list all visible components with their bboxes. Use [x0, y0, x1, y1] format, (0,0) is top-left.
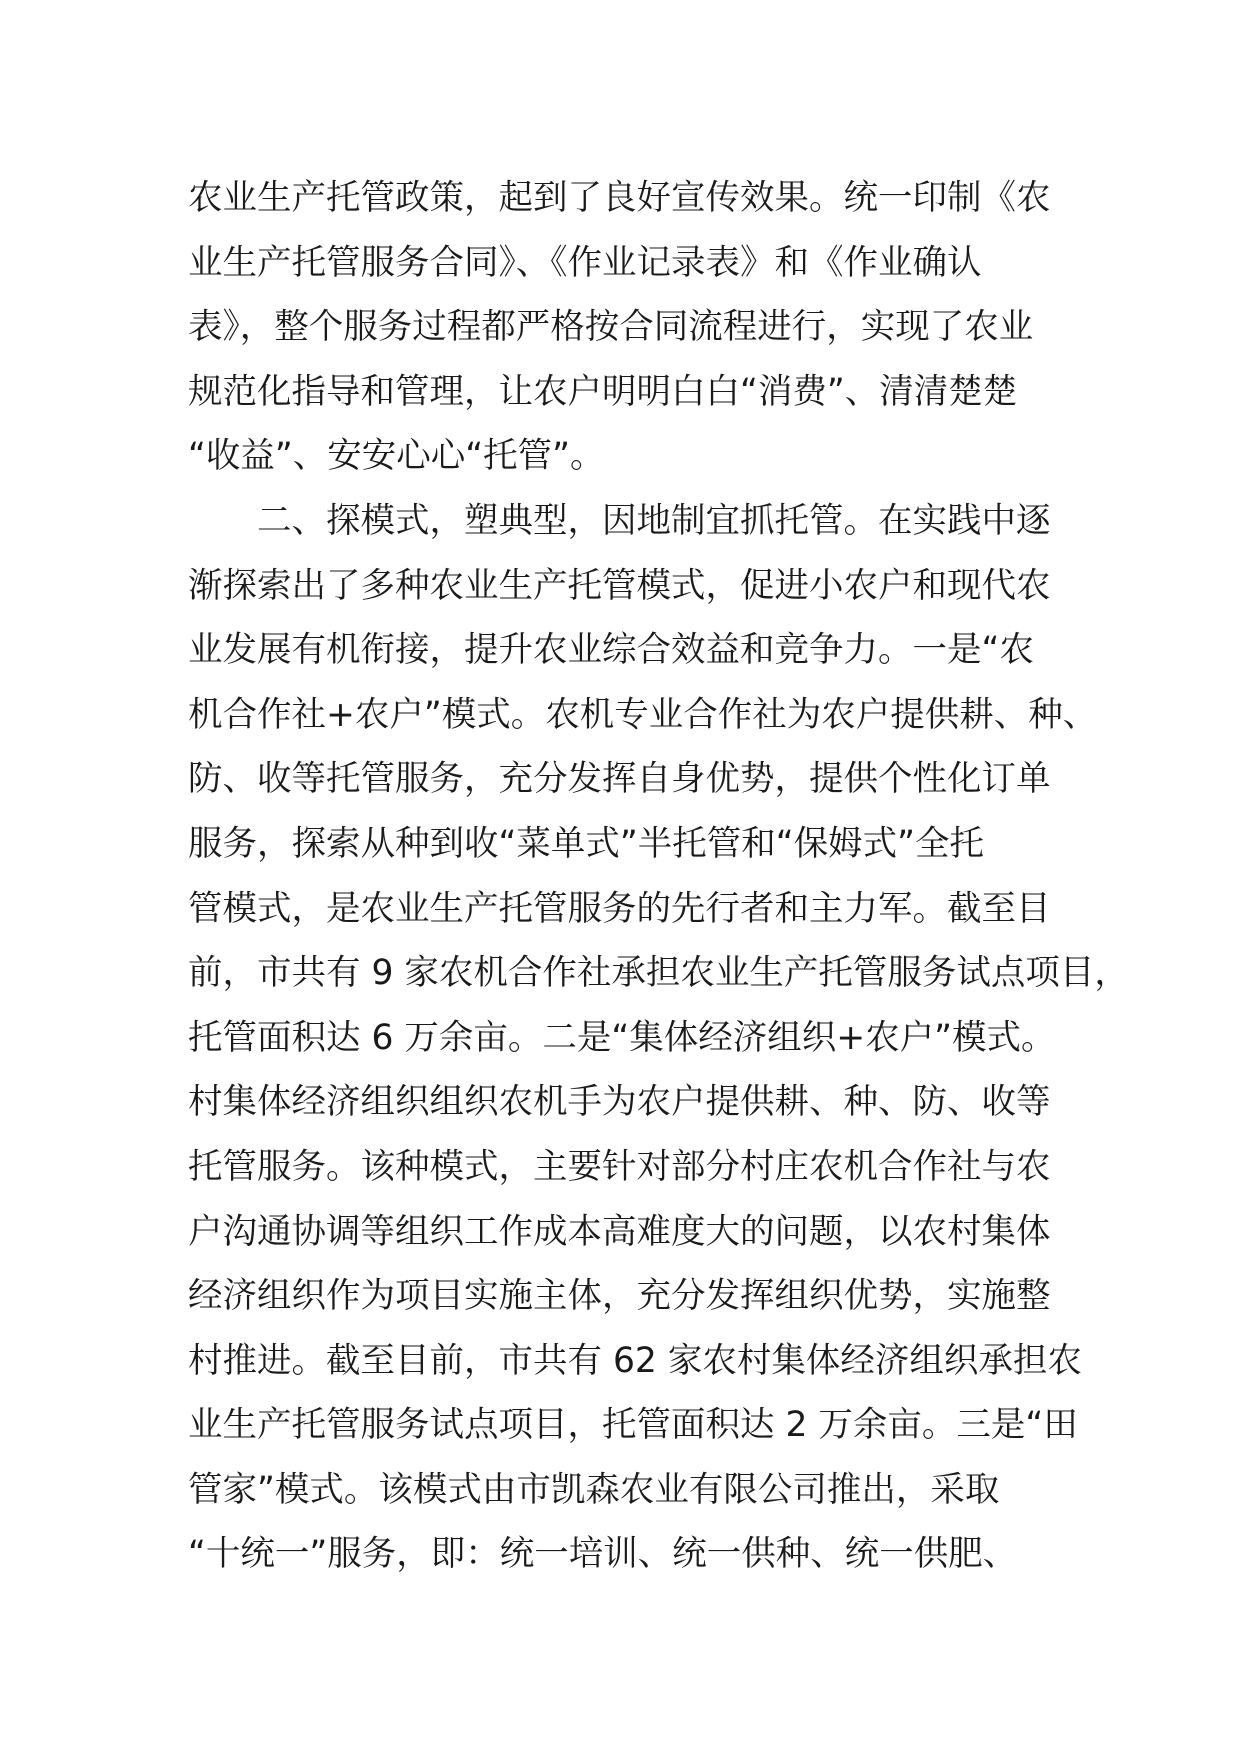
text-line: 业生产托管服务试点项目，托管面积达 2 万余亩。三是“田	[188, 1405, 1078, 1446]
text-line: 渐探索出了多种农业生产托管模式，促进小农户和现代农	[188, 565, 1051, 606]
body-text	[188, 166, 1129, 1587]
text-line: “收益”、安安心心“托管”。	[188, 436, 605, 477]
text-line: 前，市共有 9 家农机合作社承担农业生产托管服务试点项目，	[188, 953, 1129, 994]
text-line: 托管服务。该种模式，主要针对部分村庄农机合作社与农	[188, 1146, 1051, 1187]
text-line: 服务，探索从种到收“菜单式”半托管和“保姆式”全托	[188, 823, 984, 864]
text-line: “十统一”服务，即：统一培训、统一供种、统一供肥、	[188, 1534, 1018, 1575]
text-line: 业发展有机衔接，提升农业综合效益和竞争力。一是“农	[188, 630, 1034, 671]
paragraph-start-line: 二、探模式，塑典型，因地制宜抓托管。在实践中逐	[188, 500, 1051, 541]
text-line: 表》，整个服务过程都严格按合同流程进行，实现了农业	[188, 307, 1034, 348]
text-line: 村集体经济组织组织农机手为农户提供耕、种、防、收等	[188, 1082, 1051, 1123]
text-line: 农业生产托管政策，起到了良好宣传效果。统一印制《农	[188, 178, 1051, 218]
text-line: 防、收等托管服务，充分发挥自身优势，提供个性化订单	[188, 759, 1051, 800]
text-line: 托管面积达 6 万余亩。二是“集体经济组织+农户”模式。	[188, 1017, 1056, 1058]
text-line: 户沟通协调等组织工作成本高难度大的问题，以农村集体	[188, 1211, 1051, 1252]
text-line: 管模式，是农业生产托管服务的先行者和主力军。截至目	[188, 888, 1051, 929]
text-line: 规范化指导和管理，让农户明明白白“消费”、清清楚楚	[188, 371, 1018, 412]
text-line: 经济组织作为项目实施主体，充分发挥组织优势，实施整	[188, 1276, 1051, 1317]
text-line: 管家”模式。该模式由市凯森农业有限公司推出，采取	[188, 1469, 1000, 1510]
text-line: 机合作社+农户”模式。农机专业合作社为农户提供耕、种、	[188, 694, 1098, 735]
text-line: 村推进。截至目前，市共有 62 家农村集体经济组织承担农	[188, 1340, 1082, 1381]
text-line: 业生产托管服务合同》、《作业记录表》和《作业确认	[188, 242, 982, 283]
